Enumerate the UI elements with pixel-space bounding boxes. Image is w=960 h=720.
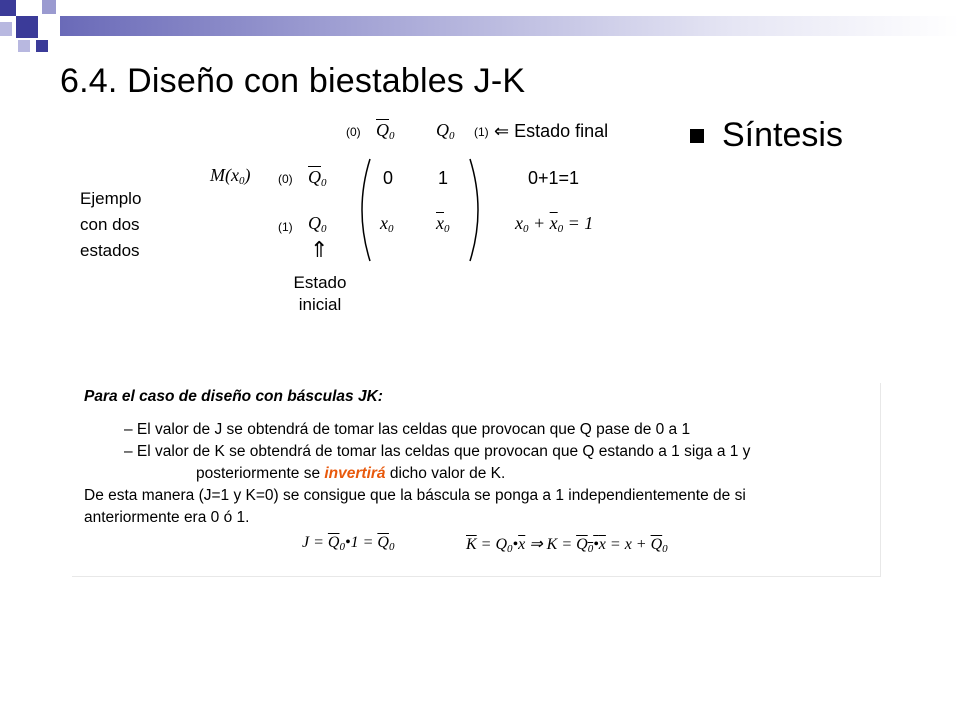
- panel-line-5: anteriormente era 0 ó 1.: [84, 509, 250, 526]
- q-letter: $\overline{Q}$: [650, 536, 663, 553]
- panel-title: Para el caso de diseño con básculas JK:: [84, 388, 383, 405]
- row-header-q0: [308, 213, 327, 235]
- q-letter: Q: [436, 120, 449, 140]
- q-letter: $\overline{Q}$: [308, 167, 321, 187]
- eq-k-plus: = x +: [609, 536, 647, 553]
- x-letter: $\overline{x}$: [518, 536, 526, 553]
- bullet-square-icon: [690, 129, 704, 143]
- x-letter: $\overline{x}$: [549, 213, 558, 233]
- x-sub: 0: [523, 223, 529, 235]
- header-band: [60, 16, 960, 36]
- header-square-3: [42, 0, 56, 14]
- q-letter: $\overline{Q}$: [376, 120, 389, 140]
- header-square-4: [0, 22, 12, 36]
- row-state-0: (0): [278, 172, 293, 186]
- equation-k: $\overline{K}$ = $Q_0•\overline{x}$ ⇒ $K = Q_0•x = x + \overline{Q}_0$: [466, 536, 668, 555]
- side-label-line-1: Ejemplo: [80, 189, 142, 208]
- col-state-1: (1): [474, 125, 489, 139]
- row-state-1: (1): [278, 220, 293, 234]
- line3-post: dicho valor de K.: [385, 465, 506, 482]
- q-letter: $\overline{Q}$: [327, 534, 340, 551]
- eq-j-mid: •1 =: [344, 534, 374, 551]
- q-letter: Q: [495, 536, 508, 553]
- matrix-label: [210, 165, 250, 187]
- side-label: [80, 186, 141, 264]
- panel-line-3: [196, 465, 505, 483]
- bullet-sintesis: [690, 116, 843, 155]
- q-sub: 0: [388, 541, 395, 553]
- col-header-q0: [436, 120, 455, 142]
- bullet-text: Síntesis: [722, 116, 843, 154]
- eq-k-arrow: ⇒ K =: [529, 536, 573, 553]
- row1-sum-tail: = 1: [567, 213, 594, 233]
- row1-sum: $x_0 + \overline{x}_0 = 1$: [515, 213, 594, 235]
- cell-01: 1: [438, 168, 449, 188]
- row-header-q0-bar: [308, 167, 327, 189]
- right-bracket: [470, 159, 478, 261]
- q-sub: 0: [587, 543, 594, 555]
- panel-line-2: – El valor de K se obtendrá de tomar las celdas que provocan que Q estando a 1 siga a 1 y: [124, 443, 751, 460]
- q-sub: 0: [449, 130, 455, 142]
- q-letter: Q: [308, 213, 321, 233]
- header-square-5: [18, 40, 30, 52]
- matrix-label-main: M(x: [210, 165, 239, 185]
- row0-sum: 0+1=1: [528, 168, 580, 188]
- estado-inicial-line-2: inicial: [298, 295, 342, 314]
- matrix-brackets: [350, 155, 490, 265]
- x-sub: 0: [388, 223, 394, 235]
- eq-j-prefix: J =: [302, 534, 324, 551]
- cell-00: 0: [383, 168, 394, 188]
- header-square-6: [36, 40, 48, 52]
- q-letter: Q: [576, 536, 588, 553]
- header-square-1: [0, 0, 16, 16]
- x-letter: x: [598, 536, 606, 553]
- x-letter: x: [380, 213, 388, 233]
- x-sub: 0: [444, 223, 450, 235]
- header-square-2: [16, 16, 38, 38]
- line3-highlight: invertirá: [324, 465, 386, 482]
- q-sub: 0: [339, 541, 345, 553]
- side-label-line-2: con dos: [80, 215, 140, 234]
- panel-line-4: De esta manera (J=1 y K=0) se consigue que la báscula se ponga a 1 independientemente de si: [84, 487, 746, 504]
- up-arrow-icon: ⇑: [310, 237, 329, 262]
- eq-k-mid: •: [593, 536, 599, 553]
- q-sub: 0: [321, 223, 327, 235]
- q-sub: 0: [662, 543, 668, 555]
- estado-inicial-label: [285, 272, 355, 316]
- line3-pre: posteriormente se: [196, 465, 325, 482]
- estado-final-label: ⇐ Estado final: [494, 121, 609, 141]
- eq-k-mid: •: [512, 536, 519, 553]
- q-sub: 0: [321, 177, 327, 189]
- col-state-0: (0): [346, 125, 361, 139]
- matrix-label-sub: 0: [238, 175, 245, 187]
- q-letter: $\overline{Q}$: [377, 534, 389, 551]
- left-bracket: [362, 159, 370, 261]
- q-sub: 0: [507, 543, 513, 555]
- q-sub: 0: [389, 130, 395, 142]
- panel-line-1: – El valor de J se obtendrá de tomar las celdas que provocan que Q pase de 0 a 1: [124, 421, 691, 438]
- col-header-q0-bar: [376, 120, 395, 142]
- slide-title: 6.4. Diseño con biestables J-K: [60, 62, 526, 100]
- estado-inicial-line-1: Estado: [293, 273, 347, 292]
- x-sub: 0: [557, 223, 564, 235]
- equation-j: [302, 534, 394, 553]
- matrix-label-close: ): [244, 165, 251, 185]
- x-letter: x: [515, 213, 523, 233]
- x-letter: $\overline{x}$: [436, 213, 444, 233]
- side-label-line-3: estados: [80, 241, 140, 260]
